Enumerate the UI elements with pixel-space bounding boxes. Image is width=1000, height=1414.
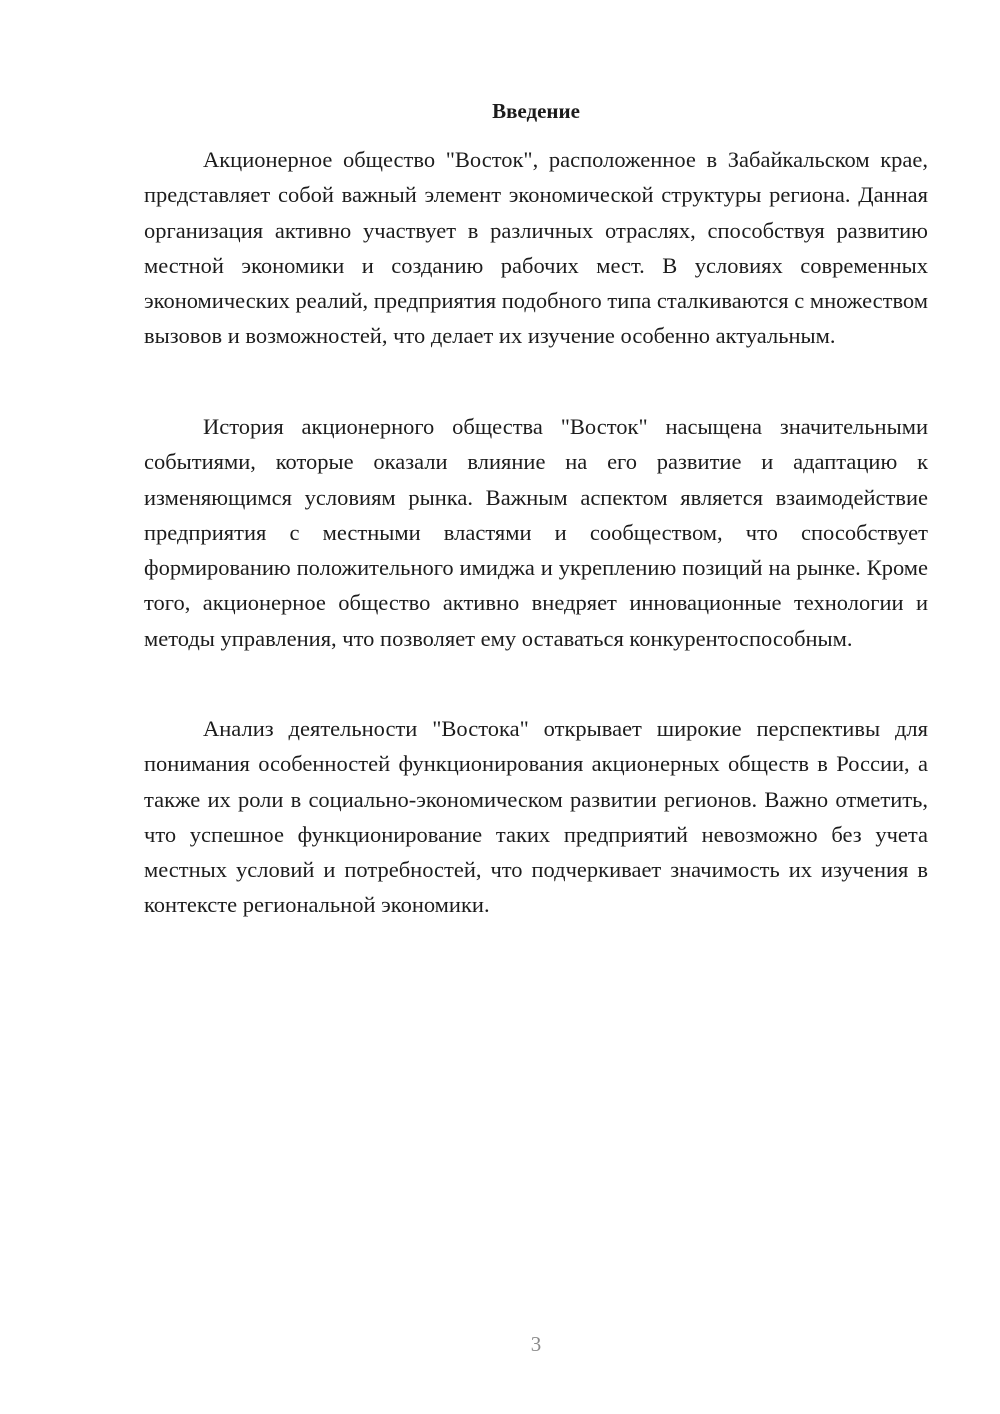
section-heading: Введение	[492, 99, 580, 123]
paragraph-analysis: Анализ деятельности "Востока" открывает широкие перспективы для понимания особенностей функционирования акционерных обществ в России, а также их роли в социально-экономическом развитии регионов. Важно отметить, что успешное функционирование таких предприятий невозможно без учета местных условий и потребностей, что подчеркивает значимость их изучения в контексте региональной экономики.	[144, 716, 928, 918]
paragraph-intro: Акционерное общество "Восток", расположенное в Забайкальском крае, представляет собой важный элемент экономической структуры региона. Данная организация активно участвует в различных отраслях, способствуя развитию местной экономики и созданию рабочих мест. В условиях современных экономических реалий, предприятия подобного типа сталкиваются с множеством вызовов и возможностей, что делает их изучение особенно актуальным.	[144, 147, 928, 349]
paragraph-history: История акционерного общества "Восток" насыщена значительными событиями, которые оказали влияние на его развитие и адаптацию к изменяющимся условиям рынка. Важным аспектом является взаимодействие предприятия с местными властями и сообществом, что способствует формированию положительного имиджа и укреплению позиций на рынке. Кроме того, акционерное общество активно внедряет инновационные технологии и методы управления, что позволяет ему оставаться конкурентоспособным.	[144, 414, 928, 651]
page-number: 3	[530, 1332, 542, 1356]
